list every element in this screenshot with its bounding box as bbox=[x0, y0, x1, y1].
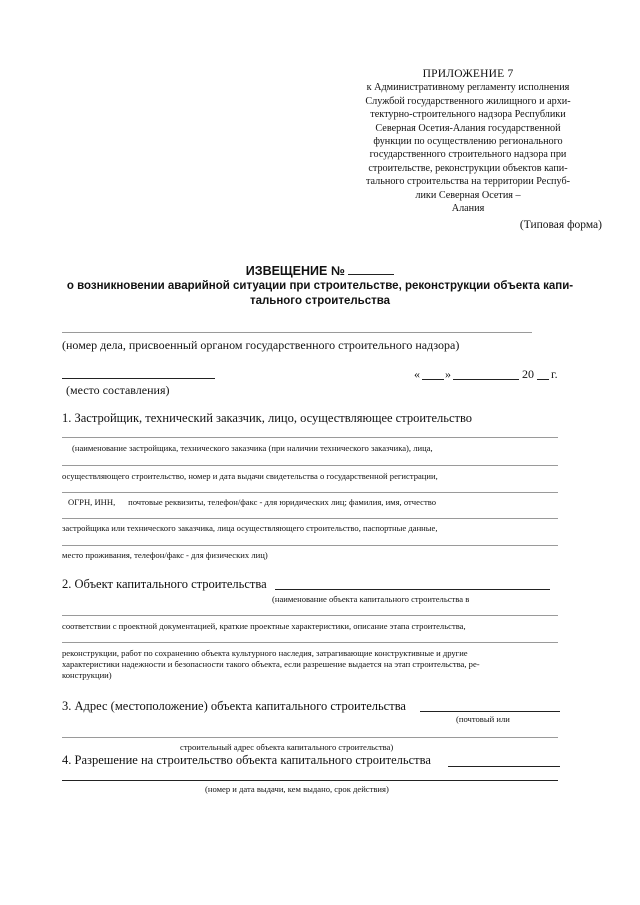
notice-number-field[interactable] bbox=[348, 262, 394, 275]
appendix-line: лики Северная Осетия – bbox=[415, 189, 521, 201]
date-open-quote: « bbox=[414, 367, 420, 381]
date-century: 20 bbox=[522, 367, 534, 381]
section1-caption: осуществляющего строительство, номер и дата выдачи свидетельства о государственной регистрации, bbox=[62, 471, 438, 481]
place-caption: (место составления) bbox=[66, 383, 170, 397]
section3-heading: 3. Адрес (местоположение) объекта капитального строительства bbox=[62, 699, 406, 713]
section1-field-line[interactable] bbox=[62, 465, 558, 466]
section3-caption: (почтовый или bbox=[456, 714, 510, 724]
appendix-line: Службой государственного жилищного и архи- bbox=[365, 95, 571, 107]
section4-field-line[interactable] bbox=[62, 780, 558, 781]
section3-caption: строительный адрес объекта капитального строительства) bbox=[180, 742, 394, 752]
appendix-line: тального строительства на территории Респуб- bbox=[365, 176, 571, 188]
section1-caption: (наименование застройщика, технического заказчика (при наличии технического заказчика), лица, bbox=[72, 443, 433, 453]
document-subtitle-cont: тального строительства bbox=[249, 295, 391, 307]
date-month-field[interactable] bbox=[453, 379, 519, 380]
section1-field-line[interactable] bbox=[62, 545, 558, 546]
section3-field-line[interactable] bbox=[62, 737, 558, 738]
section2-caption: конструкции) bbox=[62, 670, 112, 680]
section1-field-line[interactable] bbox=[62, 518, 558, 519]
document-subtitle: о возникновении аварийной ситуации при строительстве, реконструкции объекта капи- bbox=[66, 280, 574, 292]
section1-field-line[interactable] bbox=[62, 437, 558, 438]
case-number-caption: (номер дела, присвоенный органом государственного строительного надзора) bbox=[62, 338, 460, 352]
appendix-line: тектурно-строительного надзора Республики bbox=[370, 109, 566, 121]
section4-heading: 4. Разрешение на строительство объекта капитального строительства bbox=[62, 753, 431, 767]
appendix-line: функции по осуществлению регионального bbox=[373, 136, 563, 148]
section2-object-field[interactable] bbox=[275, 589, 550, 590]
section2-field-line[interactable] bbox=[62, 642, 558, 643]
appendix-line: к Административному регламенту исполнения bbox=[366, 82, 570, 94]
section1-heading: 1. Застройщик, технический заказчик, лицо, осуществляющее строительство bbox=[62, 411, 473, 425]
date-close-quote: » bbox=[445, 367, 451, 381]
appendix-line: Алания bbox=[451, 203, 485, 215]
section2-caption: реконструкции, работ по сохранению объекта культурного наследия, затрагивающие конструктивные и другие bbox=[62, 648, 468, 658]
appendix-line: государственного строительного надзора при bbox=[369, 149, 567, 161]
section2-field-line[interactable] bbox=[62, 615, 558, 616]
section2-caption: характеристики надежности и безопасности такого объекта, если разрешение выдается на этап строительства, ре- bbox=[62, 659, 480, 669]
case-number-field[interactable] bbox=[62, 332, 532, 333]
section3-address-field[interactable] bbox=[420, 711, 560, 712]
date-year-suffix: г. bbox=[551, 367, 558, 381]
appendix-title: ПРИЛОЖЕНИЕ 7 bbox=[422, 68, 514, 80]
document-title bbox=[50, 262, 590, 278]
date-year-field[interactable] bbox=[537, 379, 549, 380]
notice-number-label: ИЗВЕЩЕНИЕ № bbox=[245, 264, 345, 278]
section2-caption: соответствии с проектной документацией, краткие проектные характеристики, описание этапа строительства, bbox=[62, 621, 466, 631]
section4-permit-field[interactable] bbox=[448, 766, 560, 767]
appendix-block bbox=[330, 68, 606, 215]
section4-caption: (номер и дата выдачи, кем выдано, срок действия) bbox=[205, 784, 389, 794]
section1-caption: ОГРН, ИНН, почтовые реквизиты, телефон/факс - для юридических лиц; фамилия, имя, отчество bbox=[68, 497, 437, 507]
date-day-field[interactable] bbox=[422, 379, 444, 380]
section1-caption: место проживания, телефон/факс - для физических лиц) bbox=[62, 550, 268, 560]
form-type-label: (Типовая форма) bbox=[519, 219, 602, 231]
appendix-line: строительстве, реконструкции объектов капи- bbox=[368, 162, 568, 174]
section2-caption: (наименование объекта капитального строительства в bbox=[272, 594, 470, 604]
section1-field-line[interactable] bbox=[62, 492, 558, 493]
section2-heading: 2. Объект капитального строительства bbox=[62, 577, 267, 591]
section1-caption: застройщика или технического заказчика, лица осуществляющего строительство, паспортные данные, bbox=[62, 523, 438, 533]
appendix-line: Северная Осетия-Алания государственной bbox=[375, 122, 561, 134]
place-field[interactable] bbox=[62, 378, 215, 379]
